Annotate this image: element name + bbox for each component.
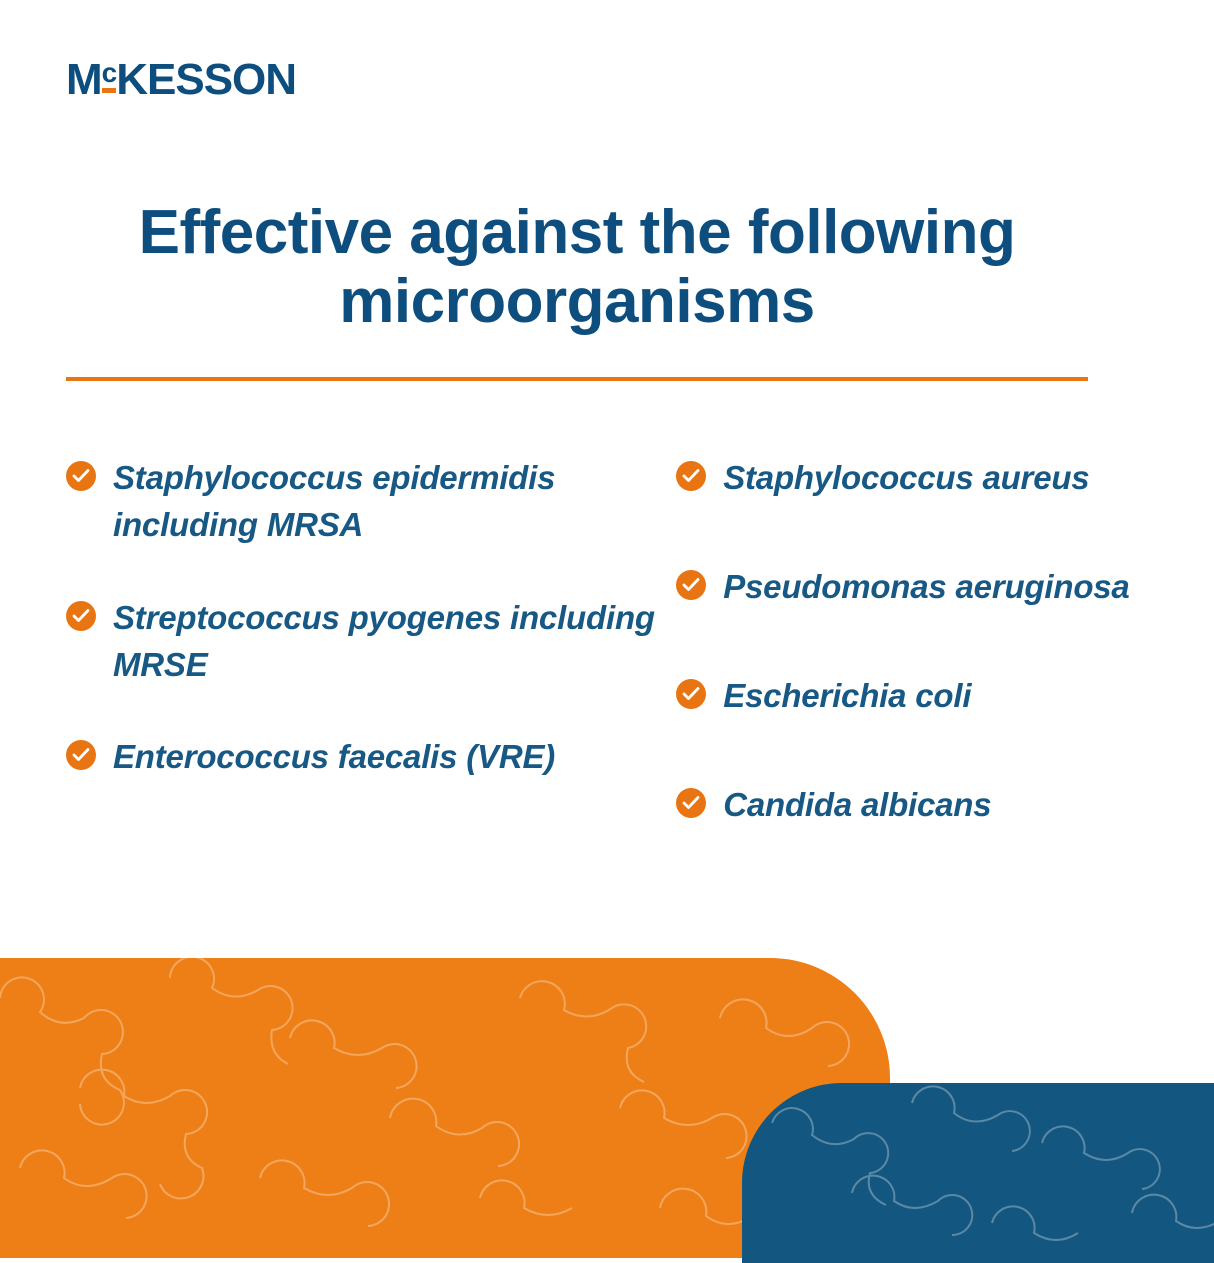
microorganism-column-right bbox=[676, 455, 1188, 890]
list-item bbox=[676, 782, 1188, 829]
list-item bbox=[66, 734, 676, 781]
check-icon bbox=[676, 461, 706, 491]
list-item-label: Staphylococcus aureus bbox=[723, 459, 1090, 496]
logo-text-c: c bbox=[101, 57, 117, 88]
check-icon bbox=[676, 788, 706, 818]
list-item bbox=[676, 455, 1188, 502]
title-divider bbox=[66, 377, 1088, 381]
check-icon bbox=[66, 740, 96, 770]
list-item-label: Escherichia coli bbox=[723, 676, 972, 714]
list-item-label: Enterococcus faecalis (VRE) bbox=[113, 738, 556, 776]
page-title bbox=[66, 198, 1088, 337]
check-icon bbox=[66, 601, 96, 631]
logo-text-suffix: KESSON bbox=[116, 55, 297, 104]
check-icon bbox=[66, 461, 96, 491]
list-item bbox=[676, 673, 1188, 720]
list-item-label: Candida albicans bbox=[723, 785, 992, 823]
page-title-line-1: Effective against the following bbox=[138, 198, 1016, 267]
logo-text-prefix: M bbox=[66, 55, 102, 104]
list-item-label: Staphylococcus epidermidis including MRSA bbox=[113, 459, 556, 543]
microorganism-column-left bbox=[66, 455, 676, 890]
list-item bbox=[676, 564, 1188, 611]
check-icon bbox=[676, 570, 706, 600]
check-icon bbox=[676, 679, 706, 709]
molecule-pattern-icon bbox=[742, 1083, 1214, 1263]
page-title-line-2: microorganisms bbox=[339, 267, 815, 337]
microorganism-list bbox=[66, 455, 1188, 890]
list-item-label: Streptococcus pyogenes including MRSE bbox=[113, 598, 655, 683]
decorative-blue-panel bbox=[742, 1083, 1214, 1263]
mckesson-logo bbox=[66, 55, 297, 104]
list-item bbox=[66, 455, 676, 549]
list-item bbox=[66, 595, 676, 689]
list-item-label: Pseudomonas aeruginosa bbox=[723, 567, 1130, 605]
